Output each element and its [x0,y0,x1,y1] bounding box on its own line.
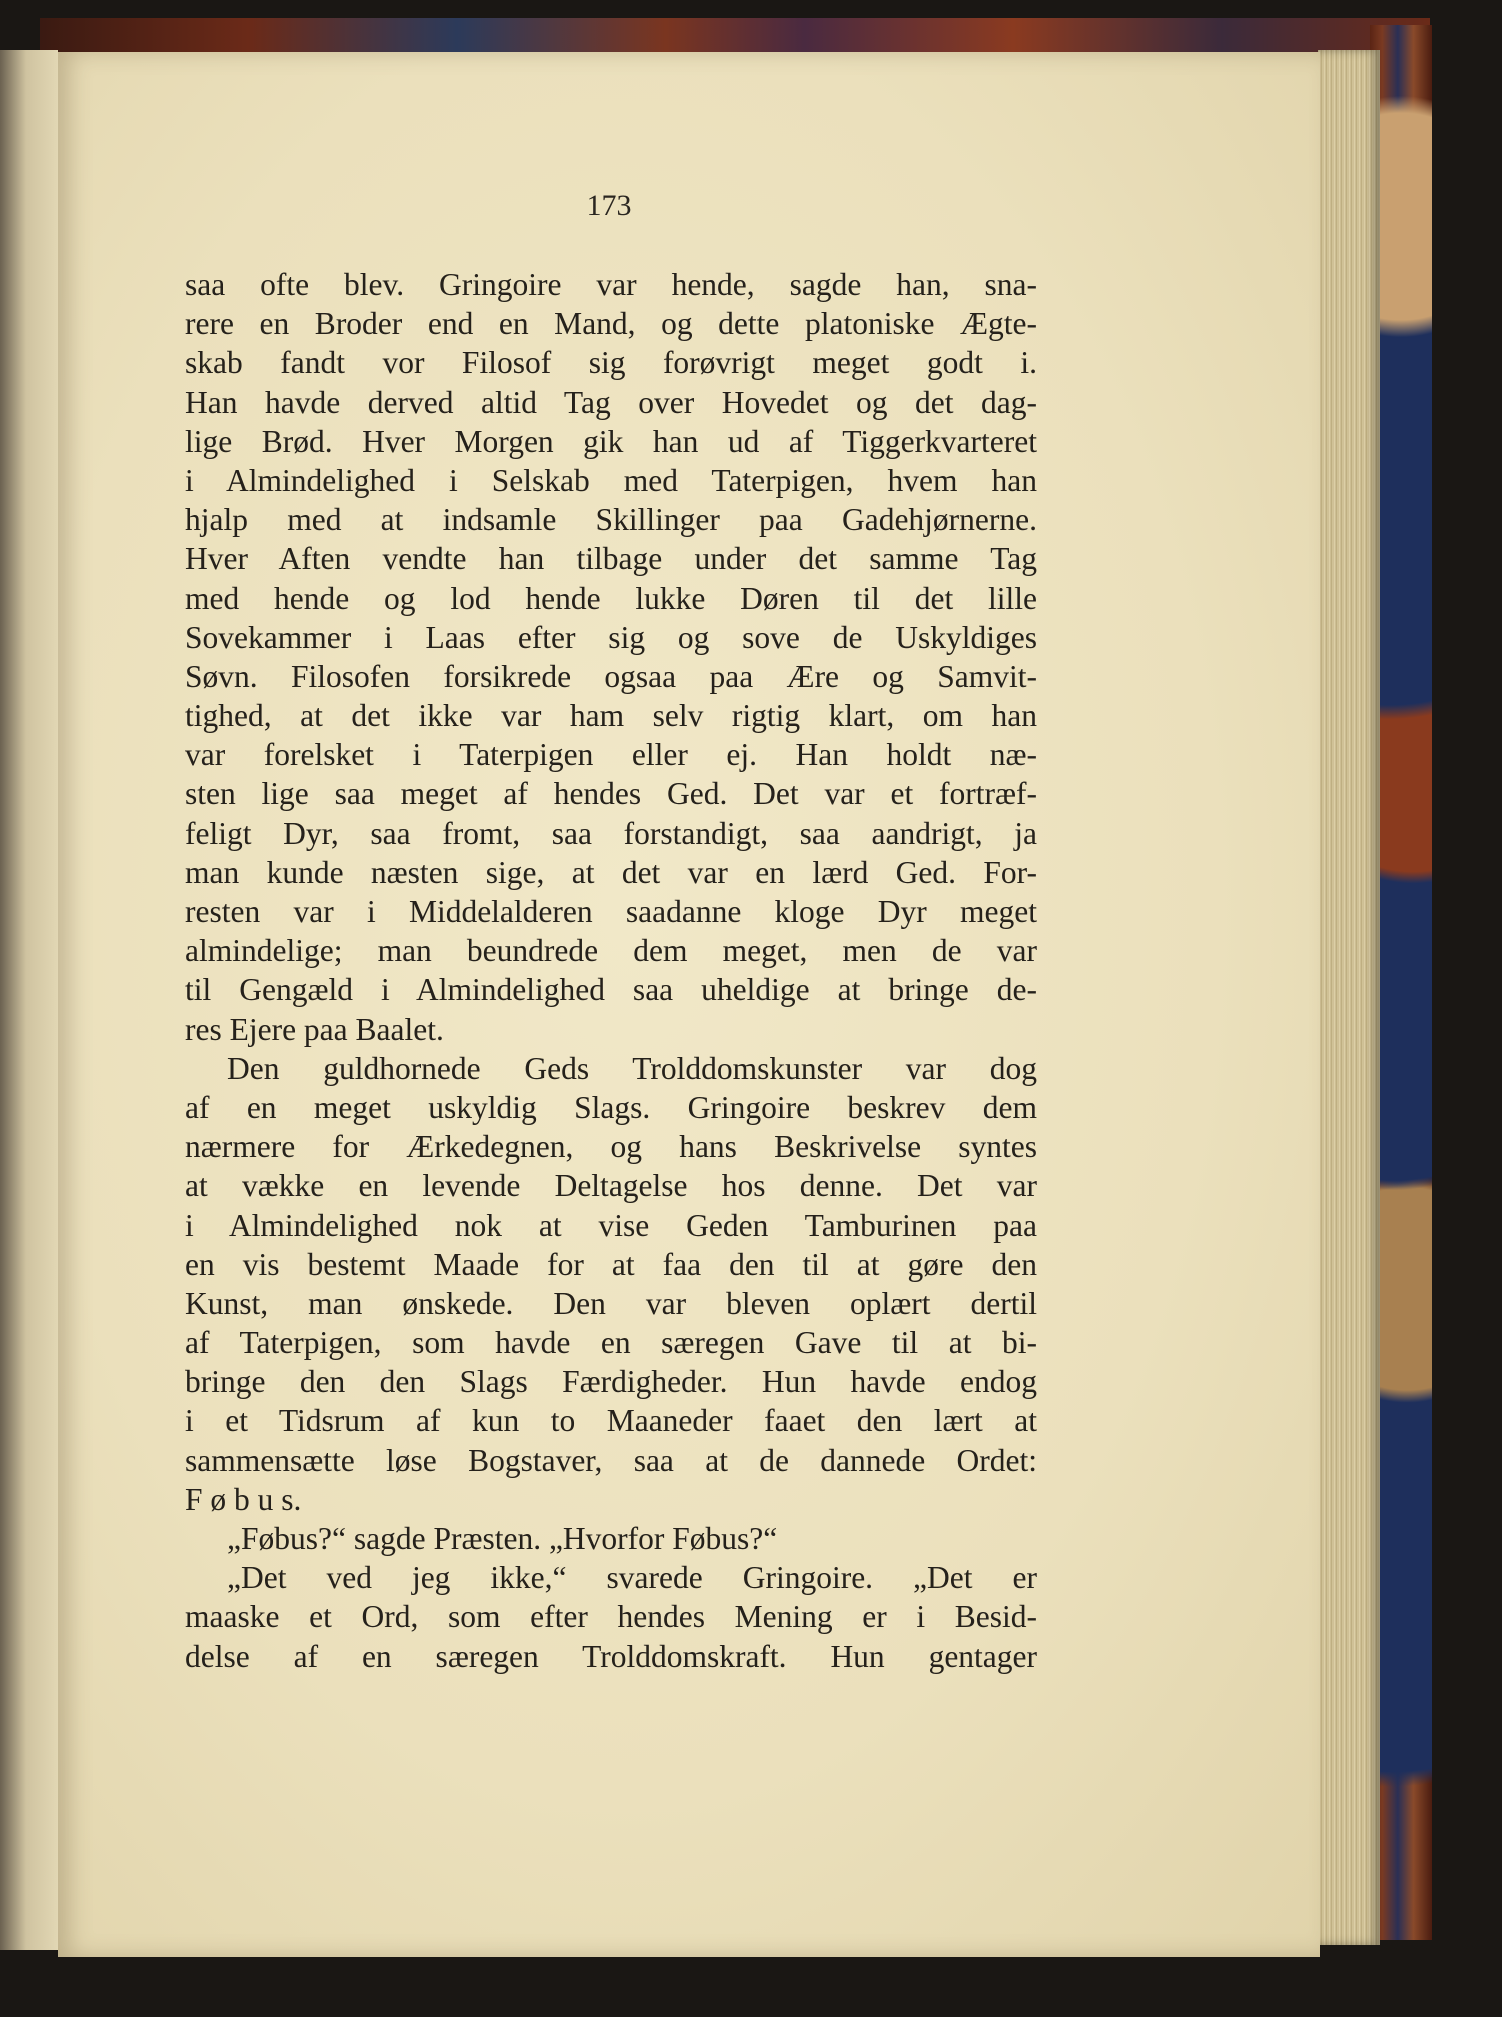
text-line: saa ofte blev. Gringoire var hende, sagde han, sna- [185,267,1037,302]
text-line: i Almindelighed i Selskab med Taterpigen, hvem han [185,462,1037,498]
text-line: feligt Dyr, saa fromt, saa forstandigt, saa aandrigt, ja [185,815,1037,851]
text-line: Sovekammer i Laas efter sig og sove de Uskyldiges [185,619,1037,655]
text-line: „Føbus?“ sagde Præsten. „Hvorfor Føbus?“ [227,1521,778,1556]
text-line: hjalp med at indsamle Skillinger paa Gadehjørnerne. [185,502,1037,538]
text-line: res Ejere paa Baalet. [185,1011,444,1047]
text-line: af Taterpigen, som havde en særegen Gave til at bi- [185,1325,1037,1361]
text-line: i et Tidsrum af kun to Maaneder faaet den lært at [185,1403,1037,1439]
text-line: til Gengæld i Almindelighed saa uheldige at bringe de- [185,972,1037,1008]
page-edges [1318,50,1380,1945]
body-text [185,265,1037,1676]
text-line: Søvn. Filosofen forsikrede ogsaa paa Ære og Samvit- [185,658,1037,694]
text-line: af en meget uskyldig Slags. Gringoire beskrev dem [185,1089,1037,1125]
text-line: „Det ved jeg ikke,“ svarede Gringoire. „Det er [227,1560,1037,1596]
text-line: Den guldhornede Geds Trolddomskunster var dog [227,1050,1037,1086]
text-line: man kunde næsten sige, at det var en lærd Ged. For- [185,854,1037,890]
text-line: Han havde derved altid Tag over Hovedet og det dag- [185,384,1037,420]
text-line: almindelige; man beundrede dem meget, men de var [185,933,1037,969]
book-page [58,52,1320,1957]
text-line: at vække en levende Deltagelse hos denne. Det var [185,1168,1037,1204]
previous-page-edge [0,50,58,1950]
text-line: skab fandt vor Filosof sig forøvrigt meget godt i. [185,345,1037,381]
text-line: sammensætte løse Bogstaver, saa at de dannede Ordet: [185,1442,1037,1478]
text-line: bringe den den Slags Færdigheder. Hun havde endog [185,1364,1037,1400]
text-line: en vis bestemt Maade for at faa den til at gøre den [185,1246,1037,1282]
text-line: lige Brød. Hver Morgen gik han ud af Tiggerkvarteret [185,423,1037,459]
text-line: var forelsket i Taterpigen eller ej. Han holdt næ- [185,737,1037,773]
text-line: delse af en særegen Trolddomskraft. Hun gentager [185,1638,1037,1674]
text-line: Hver Aften vendte han tilbage under det samme Tag [185,541,1037,577]
text-line: resten var i Middelalderen saadanne kloge Dyr meget [185,894,1037,929]
text-line: Kunst, man ønskede. Den var bleven oplært dertil [185,1285,1037,1321]
text-line: F ø b u s. [185,1481,302,1517]
text-line: med hende og lod hende lukke Døren til det lille [185,580,1037,616]
text-line: nærmere for Ærkedegnen, og hans Beskrivelse syntes [185,1129,1037,1165]
text-line: sten lige saa meget af hendes Ged. Det var et fortræf- [185,776,1037,812]
text-line: i Almindelighed nok at vise Geden Tamburinen paa [185,1207,1037,1243]
text-line: maaske et Ord, som efter hendes Mening er i Besid- [185,1599,1037,1635]
text-line: tighed, at det ikke var ham selv rigtig klart, om han [185,698,1037,734]
page-number: 173 [586,189,632,222]
text-line: rere en Broder end en Mand, og dette platoniske Ægte- [185,306,1037,342]
